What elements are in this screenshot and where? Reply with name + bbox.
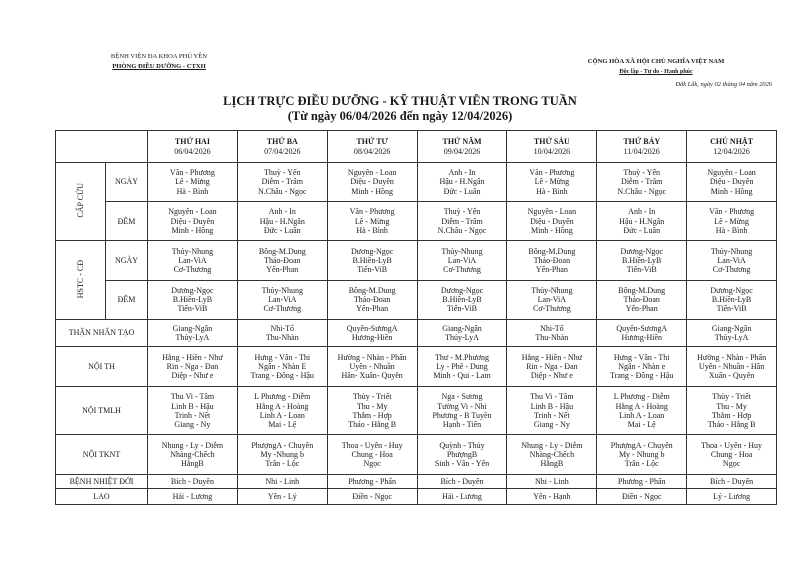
schedule-cell: [507, 387, 597, 435]
schedule-cell: [597, 319, 687, 347]
staff-names: Quyên-SươngA: [346, 323, 398, 333]
staff-names: Thảo-Đoan: [623, 295, 660, 304]
staff-names: Thu - My: [356, 401, 388, 411]
staff-names: Phương - Phấn: [348, 477, 396, 487]
schedule-cell: [687, 347, 777, 387]
schedule-cell: [148, 489, 238, 505]
staff-names: Giang - Ny: [174, 419, 211, 429]
staff-names: Diệp - Như e: [530, 371, 573, 381]
staff-names: N.Châu - Ngọc: [437, 225, 487, 235]
staff-names: Diệu - Duyên: [709, 177, 754, 187]
staff-names: N.Châu - Ngọc: [257, 186, 307, 196]
staff-names: Thùy - Triết: [712, 392, 751, 402]
staff-names: Nhung - Ly - Diễm: [521, 440, 583, 450]
staff-names: Lê - Mừng: [714, 216, 749, 226]
schedule-cell: [417, 347, 507, 387]
staff-names: Linh B - Hậu: [171, 401, 214, 411]
staff-names: Tiến-ViB: [357, 265, 388, 275]
staff-names: Hương-Hiền: [351, 332, 393, 342]
staff-names: Minh - Hồng: [710, 186, 753, 196]
staff-names: B.Hiền-LyB: [442, 295, 482, 304]
staff-names: Hà - Bình: [356, 225, 388, 235]
hospital-name: BỆNH VIỆN ĐA KHOA PHÚ YÊN: [110, 53, 208, 60]
staff-names: Thủy-Nhung: [710, 246, 753, 256]
schedule-cell: [507, 202, 597, 241]
staff-names: Cơ-Thương: [712, 265, 751, 275]
schedule-cell: [148, 475, 238, 489]
staff-names: Bông-M.Dung: [528, 246, 576, 256]
schedule-cell: [507, 347, 597, 387]
schedule-cell: [327, 347, 417, 387]
staff-names: Thùy - Triết: [352, 392, 392, 402]
schedule-cell: [237, 489, 327, 505]
staff-names: Hằng - Hiền - Như: [521, 353, 583, 363]
schedule-cell: [507, 241, 597, 280]
staff-names: Dương-Ngọc: [440, 285, 484, 295]
staff-names: Hạnh - Tiến: [442, 419, 482, 429]
staff-names: Diệu - Duyên: [530, 216, 574, 226]
schedule-cell: [237, 347, 327, 387]
staff-names: Phương - B Tuyền: [432, 410, 492, 420]
schedule-cell: [687, 475, 777, 489]
staff-names: Nga - Sương: [441, 392, 483, 402]
group-cap-cuu: CẤP CỨU: [56, 163, 106, 241]
schedule-cell: [417, 163, 507, 202]
staff-names: Diệu - Duyên: [350, 177, 394, 187]
staff-names: Nhi - Linh: [534, 477, 569, 487]
schedule-cell: [237, 435, 327, 475]
day-header: THỨ BA 07/04/2026: [237, 131, 327, 163]
department-label: NỘI TH: [56, 347, 148, 387]
staff-names: Yến-Phan: [356, 304, 389, 314]
staff-names: Hằng - Hiền - Như: [162, 353, 223, 363]
staff-names: Bông-M.Dung: [348, 285, 396, 295]
schedule-cell: [237, 280, 327, 319]
header-row: [56, 131, 777, 163]
staff-names: Minh - Hồng: [351, 186, 394, 196]
staff-names: N.Châu - Ngọc: [617, 186, 667, 196]
staff-names: Giang-Ngân: [711, 323, 752, 333]
schedule-cell: [507, 489, 597, 505]
staff-names: Văn - Phương: [169, 168, 215, 178]
staff-names: Minh - Hồng: [530, 225, 573, 235]
table-row: [56, 489, 777, 505]
staff-names: Thủy-LyA: [175, 332, 210, 342]
schedule-cell: [148, 280, 238, 319]
schedule-cell: [687, 489, 777, 505]
table-row: [56, 163, 777, 202]
schedule-cell: [597, 435, 687, 475]
department-label: THẬN NHÂN TẠO: [56, 319, 148, 347]
schedule-cell: [148, 347, 238, 387]
staff-names: Trang - Đông - Hậu: [250, 371, 314, 381]
staff-names: Cơ-Thương: [443, 265, 481, 275]
schedule-cell: [327, 319, 417, 347]
staff-names: Hà - Bình: [536, 186, 568, 196]
schedule-cell: [597, 202, 687, 241]
staff-names: Anh - In: [268, 207, 296, 217]
staff-names: PhượngA - Chuyên: [251, 440, 314, 450]
schedule-cell: [597, 280, 687, 319]
staff-names: Quỳnh - Thủy: [439, 440, 485, 450]
staff-names: Ngân - Nhàn e: [618, 362, 666, 372]
table-row: [56, 319, 777, 347]
staff-names: Hậu - H.Ngân: [439, 177, 485, 187]
schedule-cell: [687, 387, 777, 435]
country-name: CỘNG HÒA XÃ HỘI CHỦ NGHĨA VIỆT NAM: [587, 58, 725, 65]
staff-names: Trang - Đông - Hậu: [610, 371, 674, 381]
schedule-cell: [417, 435, 507, 475]
staff-names: Bích - Duyên: [170, 477, 214, 487]
staff-names: Dương-Ngọc: [620, 246, 663, 256]
staff-names: Giang-Ngân: [172, 323, 213, 333]
staff-names: Nhàng-Chếch: [529, 450, 575, 460]
staff-names: My -Nhung b: [260, 450, 305, 460]
staff-names: Hương-Hiền: [621, 332, 662, 342]
staff-names: My - Nhung b: [618, 450, 665, 460]
staff-names: HằngB: [181, 459, 204, 469]
staff-names: Thu - My: [716, 401, 747, 411]
staff-names: Bông-M.Dung: [618, 285, 666, 295]
staff-names: Trân - Lộc: [624, 459, 659, 469]
staff-names: Nguyên - Loan: [347, 168, 397, 178]
staff-names: Thủy-Nhung: [261, 285, 303, 295]
shift-label: NGÀY: [106, 241, 148, 280]
schedule-cell: [597, 475, 687, 489]
schedule-cell: [597, 387, 687, 435]
schedule-cell: [327, 241, 417, 280]
staff-names: Thủy-Nhung: [171, 246, 214, 256]
staff-names: Nhi - Linh: [265, 477, 300, 487]
schedule-cell: [237, 163, 327, 202]
staff-names: Lê - Mừng: [354, 216, 390, 226]
staff-names: Trinh - Nết: [174, 410, 211, 420]
schedule-cell: [327, 280, 417, 319]
staff-names: Nhung - Ly - Diễm: [161, 440, 224, 450]
schedule-table: [55, 130, 777, 505]
schedule-cell: [237, 387, 327, 435]
staff-names: Anh - In: [448, 168, 476, 178]
table-row: [56, 387, 777, 435]
schedule-cell: [597, 489, 687, 505]
staff-names: Thảo-Đoan: [353, 295, 391, 304]
staff-names: Hà - Bình: [176, 186, 209, 196]
staff-names: Giang-Ngân: [442, 323, 482, 333]
schedule-cell: [148, 241, 238, 280]
staff-names: Thuỳ - Yến: [443, 207, 481, 217]
staff-names: B.Hiền-LyB: [352, 255, 392, 265]
staff-names: B.Hiền-LyB: [622, 255, 662, 265]
staff-names: Hằng A - Hoàng: [256, 401, 309, 411]
day-header: THỨ HAI 06/04/2026: [148, 131, 238, 163]
staff-names: Bích - Duyên: [710, 477, 754, 487]
staff-names: Hà - Bình: [715, 225, 748, 235]
staff-names: Lê - Mừng: [175, 177, 210, 187]
schedule-cell: [237, 475, 327, 489]
header-right: [540, 57, 772, 90]
staff-names: Bích - Duyên: [440, 477, 484, 487]
staff-names: Rin - Nga - Đan: [166, 362, 219, 372]
schedule-cell: [327, 489, 417, 505]
day-header: THỨ TƯ 08/04/2026: [327, 131, 417, 163]
schedule-cell: [687, 435, 777, 475]
staff-names: Thu Vi - Tâm: [170, 392, 215, 402]
day-header: CHỦ NHẬT 12/04/2026: [687, 131, 777, 163]
staff-names: Lan-ViA: [178, 255, 207, 265]
staff-names: Chung - Hoa: [710, 450, 753, 460]
staff-names: Thảo - Hằng B: [707, 419, 756, 429]
document-date: Đắk Lắk, ngày 02 tháng 04 năm 2026: [675, 81, 772, 88]
staff-names: Dương-Ngọc: [710, 285, 753, 295]
staff-names: Lan-ViA: [447, 255, 477, 265]
day-header: THỨ BẢY 11/04/2026: [597, 131, 687, 163]
schedule-cell: [417, 202, 507, 241]
staff-names: Tiến-ViB: [447, 304, 477, 314]
department-label: LAO: [56, 489, 148, 505]
staff-names: Thuỳ - Yến: [623, 168, 661, 178]
staff-names: Hân- Xuân- Quyên: [341, 371, 403, 381]
staff-names: Thu-Nhàn: [535, 332, 569, 342]
staff-names: Linh A - Loan: [619, 410, 665, 420]
staff-names: Diệu - Duyên: [170, 216, 215, 226]
table-row: [56, 347, 777, 387]
staff-names: Văn - Phương: [349, 207, 395, 217]
schedule-cell: [417, 280, 507, 319]
staff-names: Đức - Luân: [623, 225, 661, 235]
table-row: [56, 202, 777, 241]
staff-names: Diễm - Trâm: [441, 216, 483, 226]
staff-names: Rin - Nga - Đan: [526, 362, 578, 372]
department-name: PHÒNG ĐIỀU DƯỠNG - CTXH: [112, 63, 206, 70]
shift-label: NGÀY: [106, 163, 148, 202]
staff-names: Yến-Phan: [625, 304, 658, 314]
day-header: THỨ SÁU 10/04/2026: [507, 131, 597, 163]
staff-names: L Phương - Diễm: [613, 392, 670, 402]
staff-names: Tiến-ViB: [177, 304, 208, 314]
staff-names: Tiến-ViB: [716, 304, 747, 314]
shift-label: ĐÊM: [106, 280, 148, 319]
table-row: [56, 435, 777, 475]
staff-names: Yến-Phan: [535, 265, 568, 275]
header-left: [84, 52, 234, 72]
schedule-cell: [687, 280, 777, 319]
staff-names: Nguyên - Loan: [707, 168, 756, 178]
staff-names: Linh B - Hậu: [530, 401, 574, 411]
staff-names: Hải - Lương: [442, 491, 482, 501]
schedule-cell: [417, 475, 507, 489]
staff-names: Minh - Hồng: [171, 225, 214, 235]
staff-names: Diễm - Trâm: [261, 177, 303, 187]
staff-names: Minh - Qui - Lam: [433, 371, 491, 381]
staff-names: Xuân - Quyên: [708, 371, 755, 381]
staff-names: Hải - Lương: [172, 491, 213, 501]
staff-names: Hưng - Vân - Thi: [613, 353, 670, 363]
day-header: THỨ NĂM 09/04/2026: [417, 131, 507, 163]
staff-names: Yên - Lý: [267, 491, 297, 501]
schedule-cell: [417, 489, 507, 505]
staff-names: Ly - Phê - Dung: [436, 362, 488, 372]
staff-names: Cơ-Thương: [533, 304, 571, 314]
staff-names: Diễm - Trâm: [621, 177, 663, 187]
staff-names: Thảo-Đoan: [533, 255, 571, 265]
staff-names: Mai - Lệ: [268, 419, 297, 429]
staff-names: Anh - In: [628, 207, 656, 217]
staff-names: Thu-Nhàn: [265, 332, 299, 342]
staff-names: Lan-ViA: [717, 255, 746, 265]
staff-names: Thủy-Nhung: [531, 285, 573, 295]
corner-cell: [56, 131, 148, 163]
staff-names: Hậu - H.Ngân: [259, 216, 305, 226]
title-sub: (Từ ngày 06/04/2026 đến ngày 12/04/2026): [287, 109, 513, 123]
staff-names: Cơ-Thương: [263, 304, 302, 314]
staff-names: Hường - Nhàn - Phấn: [337, 353, 407, 363]
staff-names: Ngọc: [363, 459, 381, 469]
table-row: [56, 241, 777, 280]
schedule-cell: [687, 241, 777, 280]
staff-names: Diệp - Như e: [171, 371, 214, 381]
staff-names: Văn - Phương: [529, 168, 575, 178]
staff-names: Dương-Ngọc: [350, 246, 394, 256]
schedule-cell: [148, 387, 238, 435]
schedule-cell: [148, 435, 238, 475]
staff-names: Dương-Ngọc: [171, 285, 214, 295]
staff-names: Thoa - Uyên - Huy: [701, 440, 763, 450]
title-main: LỊCH TRỰC ĐIỀU DƯỠNG - KỸ THUẬT VIÊN TRONG TUẦN: [223, 94, 577, 108]
schedule-cell: [237, 202, 327, 241]
schedule-cell: [148, 163, 238, 202]
staff-names: Linh A - Loan: [259, 410, 305, 420]
staff-names: Chung - Hoa: [351, 450, 393, 460]
staff-names: Trinh - Nết: [534, 410, 570, 420]
staff-names: Thoa - Uyên - Huy: [341, 440, 403, 450]
staff-names: Nhàng-Chếch: [170, 450, 215, 460]
staff-names: Hậu - H.Ngân: [619, 216, 665, 226]
staff-names: Hường - Nhàn - Phấn: [697, 353, 767, 363]
schedule-cell: [417, 319, 507, 347]
schedule-cell: [687, 319, 777, 347]
schedule-cell: [148, 202, 238, 241]
staff-names: Tiến-ViB: [626, 265, 657, 275]
schedule-cell: [327, 202, 417, 241]
department-label: NỘI TMLH: [56, 387, 148, 435]
department-label: BỆNH NHIỆT ĐỚI: [56, 475, 148, 489]
department-label: NỘI TKNT: [56, 435, 148, 475]
schedule-cell: [687, 163, 777, 202]
staff-names: Đức - Luân: [263, 225, 301, 235]
staff-names: B.Hiền-LyB: [172, 295, 213, 304]
staff-names: Thu Vi - Tâm: [530, 392, 574, 402]
staff-names: Đức - Luân: [443, 186, 481, 196]
schedule-cell: [507, 163, 597, 202]
schedule-cell: [327, 475, 417, 489]
staff-names: Nhi-Tổ: [540, 323, 564, 333]
staff-names: Hưng - Vân - Thi: [254, 353, 311, 363]
schedule-cell: [417, 387, 507, 435]
staff-names: Cơ-Thương: [173, 265, 212, 275]
staff-names: Điền - Ngọc: [621, 491, 662, 501]
staff-names: Nhi-Tổ: [270, 323, 295, 333]
schedule-cell: [327, 435, 417, 475]
staff-names: Bông-M.Dung: [258, 246, 306, 256]
schedule-cell: [417, 241, 507, 280]
staff-names: B.Hiền-LyB: [711, 295, 752, 304]
schedule-cell: [597, 241, 687, 280]
schedule-cell: [507, 435, 597, 475]
staff-names: Lý - Lương: [713, 491, 751, 501]
staff-names: L Phương - Diễm: [254, 392, 311, 402]
staff-names: Lan-ViA: [268, 295, 297, 304]
staff-names: Ngân - Nhàn E: [258, 362, 307, 372]
staff-names: Ngọc: [722, 459, 741, 469]
staff-names: Lan-ViA: [537, 295, 567, 304]
schedule-cell: [237, 319, 327, 347]
staff-names: Yến-Phan: [266, 265, 299, 275]
schedule-cell: [507, 319, 597, 347]
national-motto: Độc lập - Tự do - Hạnh phúc: [619, 69, 693, 75]
staff-names: Điền - Ngọc: [352, 491, 392, 501]
staff-names: Mai - Lệ: [627, 419, 656, 429]
staff-names: PhượngB: [446, 450, 478, 460]
staff-names: Quyên-SươngA: [616, 323, 668, 333]
schedule-cell: [327, 163, 417, 202]
staff-names: Giang - Ny: [533, 419, 570, 429]
schedule-cell: [237, 241, 327, 280]
staff-names: HằngB: [540, 459, 564, 469]
table-row: [56, 475, 777, 489]
schedule-cell: [148, 319, 238, 347]
staff-names: Thảo-Đoan: [264, 255, 301, 265]
staff-names: Lê - Mừng: [534, 177, 570, 187]
staff-names: Phương - Phấn: [617, 477, 666, 487]
table-row: [56, 280, 777, 319]
staff-names: Sinh - Vân - Yến: [434, 459, 490, 469]
schedule-cell: [327, 387, 417, 435]
staff-names: Uyên - Nhuần - Hân: [698, 362, 765, 372]
shift-label: ĐÊM: [106, 202, 148, 241]
schedule-cell: [597, 163, 687, 202]
staff-names: Thư - M.Phương: [435, 353, 490, 363]
schedule-cell: [507, 280, 597, 319]
staff-names: Uyên - Nhuần: [349, 362, 395, 372]
staff-names: Tường Vi - Nhi: [437, 401, 487, 411]
staff-names: Thắm - Hợp: [352, 410, 392, 420]
staff-names: Văn - Phương: [709, 207, 755, 217]
staff-names: Nguyên - Loan: [168, 207, 217, 217]
staff-names: Thủy-Nhung: [441, 246, 483, 256]
staff-names: Thủy-LyA: [445, 332, 479, 342]
staff-names: Trân - Lộc: [265, 459, 300, 469]
staff-names: Thuỳ - Yến: [263, 168, 301, 178]
staff-names: Thảo - Hằng B: [348, 419, 397, 429]
group-hstc-cd: HSTC - CĐ: [56, 241, 106, 319]
staff-names: Thắm - Hợp: [711, 410, 752, 420]
staff-names: PhượngA - Chuyên: [610, 440, 673, 450]
staff-names: Yên - Hạnh: [533, 491, 571, 501]
page-title: [0, 94, 800, 124]
staff-names: Hằng A - Hoàng: [615, 401, 668, 411]
schedule-cell: [507, 475, 597, 489]
schedule-cell: [597, 347, 687, 387]
staff-names: Thủy-LyA: [714, 332, 749, 342]
schedule-cell: [687, 202, 777, 241]
staff-names: Nguyên - Loan: [527, 207, 577, 217]
